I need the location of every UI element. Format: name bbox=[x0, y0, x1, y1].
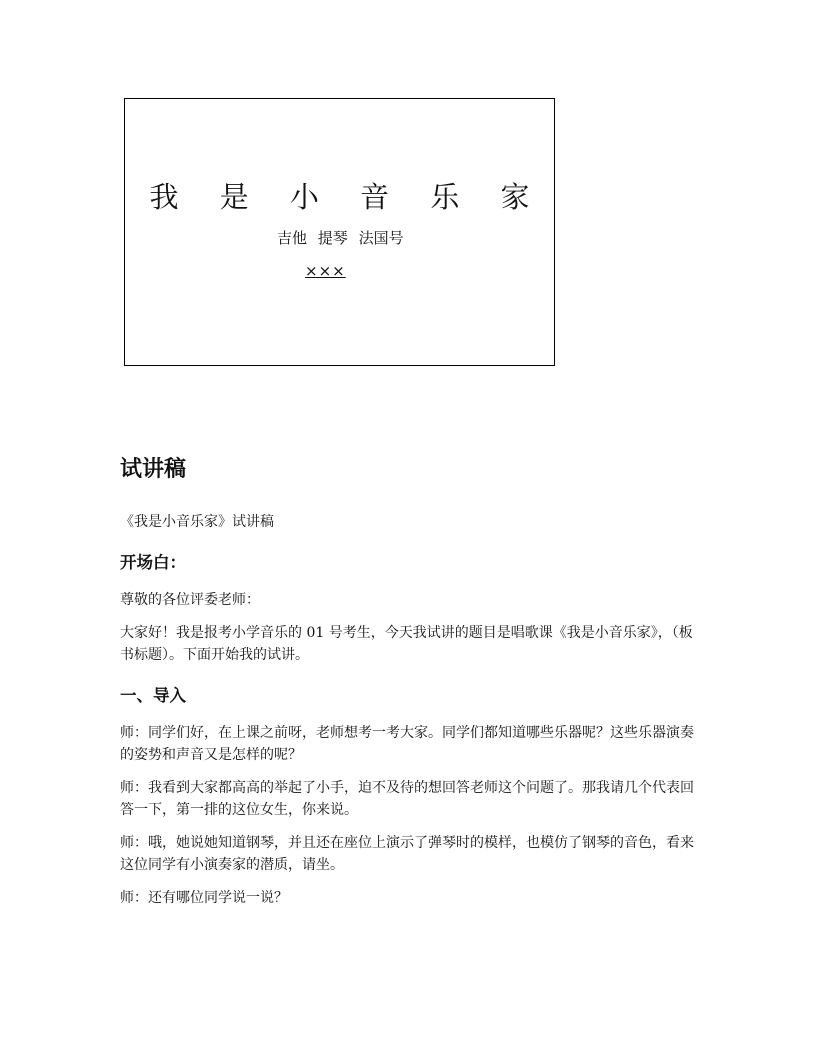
board-instruments bbox=[277, 227, 410, 248]
blackboard-frame bbox=[124, 98, 555, 366]
board-author: ××× bbox=[305, 262, 346, 280]
section-heading-introduction: 一、导入 bbox=[120, 686, 186, 705]
paragraph: 师：同学们好，在上课之前呀，老师想考一考大家。同学们都知道哪些乐器呢？这些乐器演奏的姿势和声音又是怎样的呢？ bbox=[120, 725, 694, 763]
instrument-violin: 提琴 bbox=[317, 229, 348, 247]
paragraph: 师：还有哪位同学说一说？ bbox=[120, 890, 288, 906]
instrument-guitar: 吉他 bbox=[277, 229, 308, 247]
section-heading-opening: 开场白： bbox=[120, 553, 186, 572]
board-title: 我 是 小 音 乐 家 bbox=[149, 180, 546, 214]
document-subtitle: 《我是小音乐家》试讲稿 bbox=[120, 514, 274, 530]
document-heading: 试讲稿 bbox=[120, 457, 187, 482]
instrument-french-horn: 法国号 bbox=[358, 229, 404, 247]
paragraph: 师：我看到大家都高高的举起了小手，迫不及待的想回答老师这个问题了。那我请几个代表回答一下，第一排的这位女生，你来说。 bbox=[120, 780, 694, 818]
paragraph: 师：哦，她说她知道钢琴，并且还在座位上演示了弹琴时的模样，也模仿了钢琴的音色，看来这位同学有小演奏家的潜质，请坐。 bbox=[120, 835, 694, 873]
document-body bbox=[120, 455, 700, 920]
paragraph: 尊敬的各位评委老师： bbox=[120, 592, 260, 608]
paragraph: 大家好！我是报考小学音乐的 01 号考生，今天我试讲的题目是唱歌课《我是小音乐家》，（板书标题）。下面开始我的试讲。 bbox=[120, 625, 693, 663]
